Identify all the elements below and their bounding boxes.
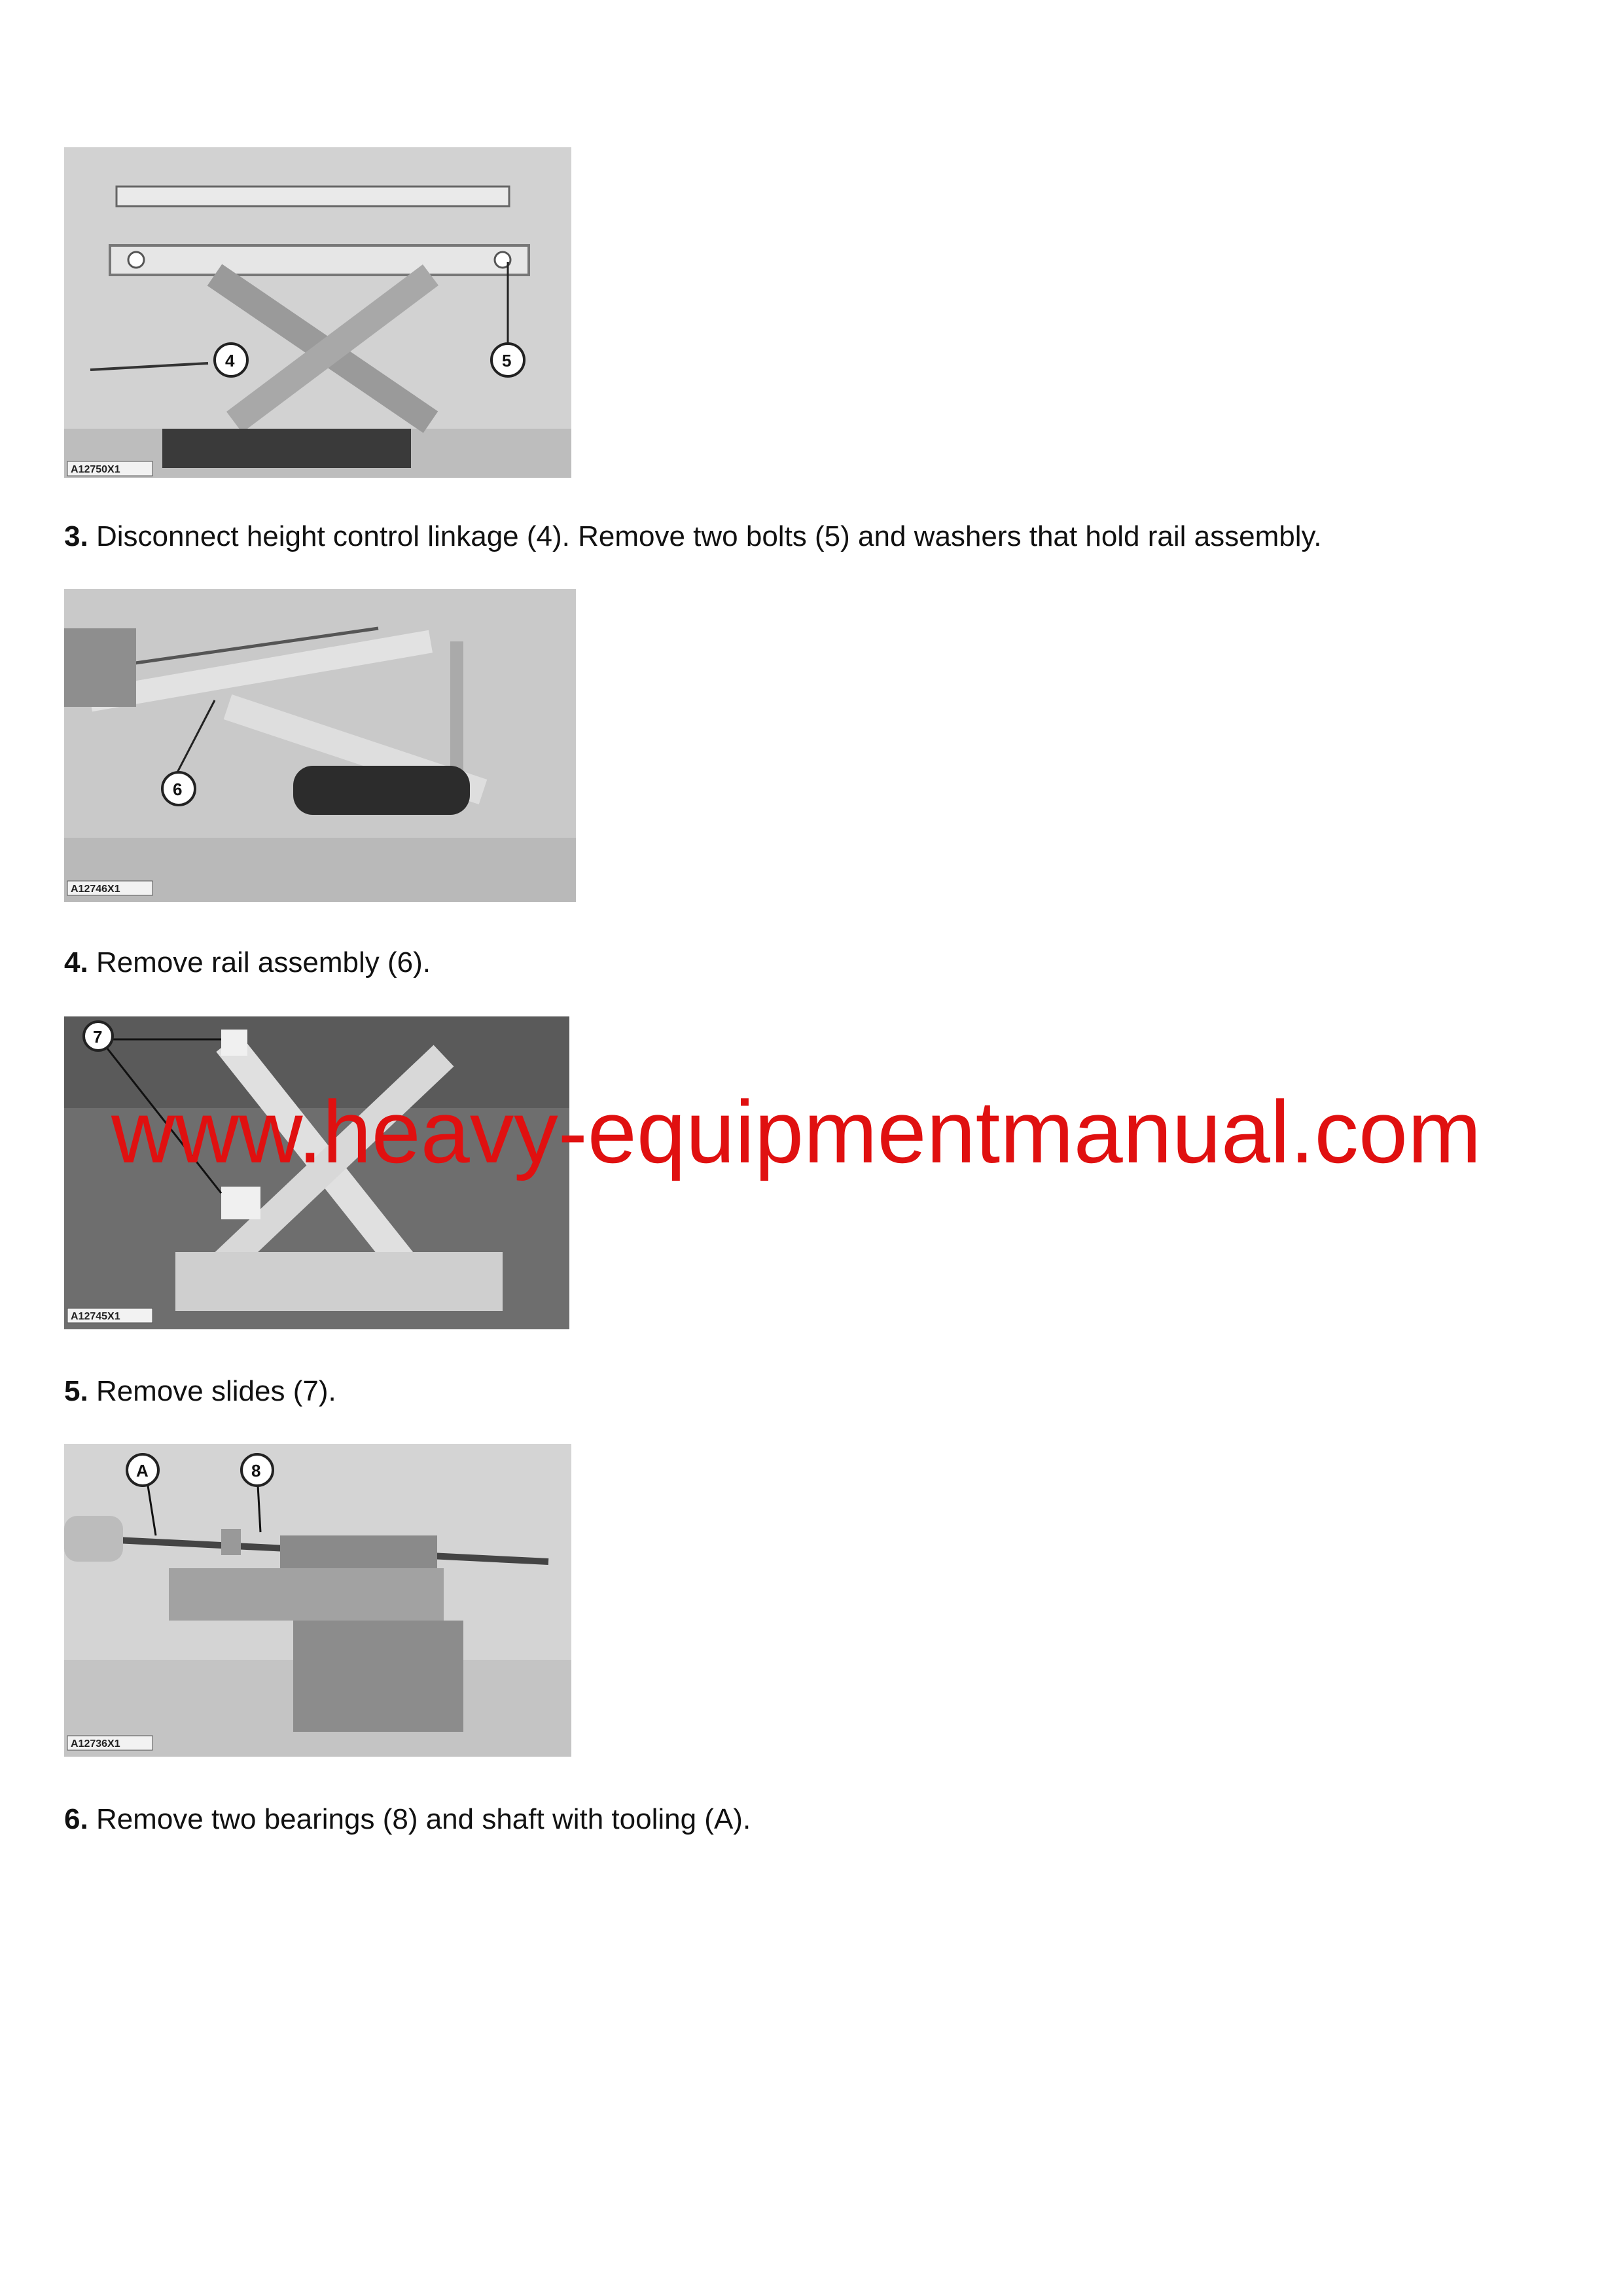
step-5: [64, 1373, 336, 1410]
callout-label: 6: [173, 780, 183, 799]
step-6: [64, 1801, 751, 1838]
callout-label: 5: [502, 351, 512, 370]
seat-suspension-photo-4: [64, 1444, 571, 1757]
step-text: Remove slides (7).: [96, 1375, 336, 1407]
figure-code: A12736X1: [71, 1738, 120, 1749]
step-number: 5.: [64, 1375, 88, 1407]
step-number: 6.: [64, 1803, 88, 1835]
step-number: 3.: [64, 520, 88, 552]
figure-bearings-shaft: [64, 1444, 571, 1757]
step-4: [64, 944, 431, 981]
step-text: Remove two bearings (8) and shaft with tooling (A).: [96, 1803, 751, 1835]
step-number: 4.: [64, 946, 88, 978]
step-3: [64, 518, 1321, 555]
step-text: Remove rail assembly (6).: [96, 946, 431, 978]
step-text: Disconnect height control linkage (4). Remove two bolts (5) and washers that hold rail assembly.: [96, 520, 1322, 552]
figure-rail-assembly: [64, 589, 576, 902]
callout-label: A: [136, 1461, 149, 1480]
seat-suspension-photo-2: [64, 589, 576, 902]
figure-code: A12746X1: [71, 884, 120, 895]
figure-height-control-linkage: [64, 147, 571, 478]
watermark: www.heavy-equipmentmanual.com: [111, 1083, 1482, 1181]
figure-code: A12745X1: [71, 1311, 120, 1322]
callout-label: 7: [93, 1027, 103, 1047]
figure-code: A12750X1: [71, 464, 120, 475]
callout-label: 8: [251, 1461, 261, 1480]
seat-suspension-photo-1: [64, 147, 571, 478]
callout-label: 4: [225, 351, 235, 370]
